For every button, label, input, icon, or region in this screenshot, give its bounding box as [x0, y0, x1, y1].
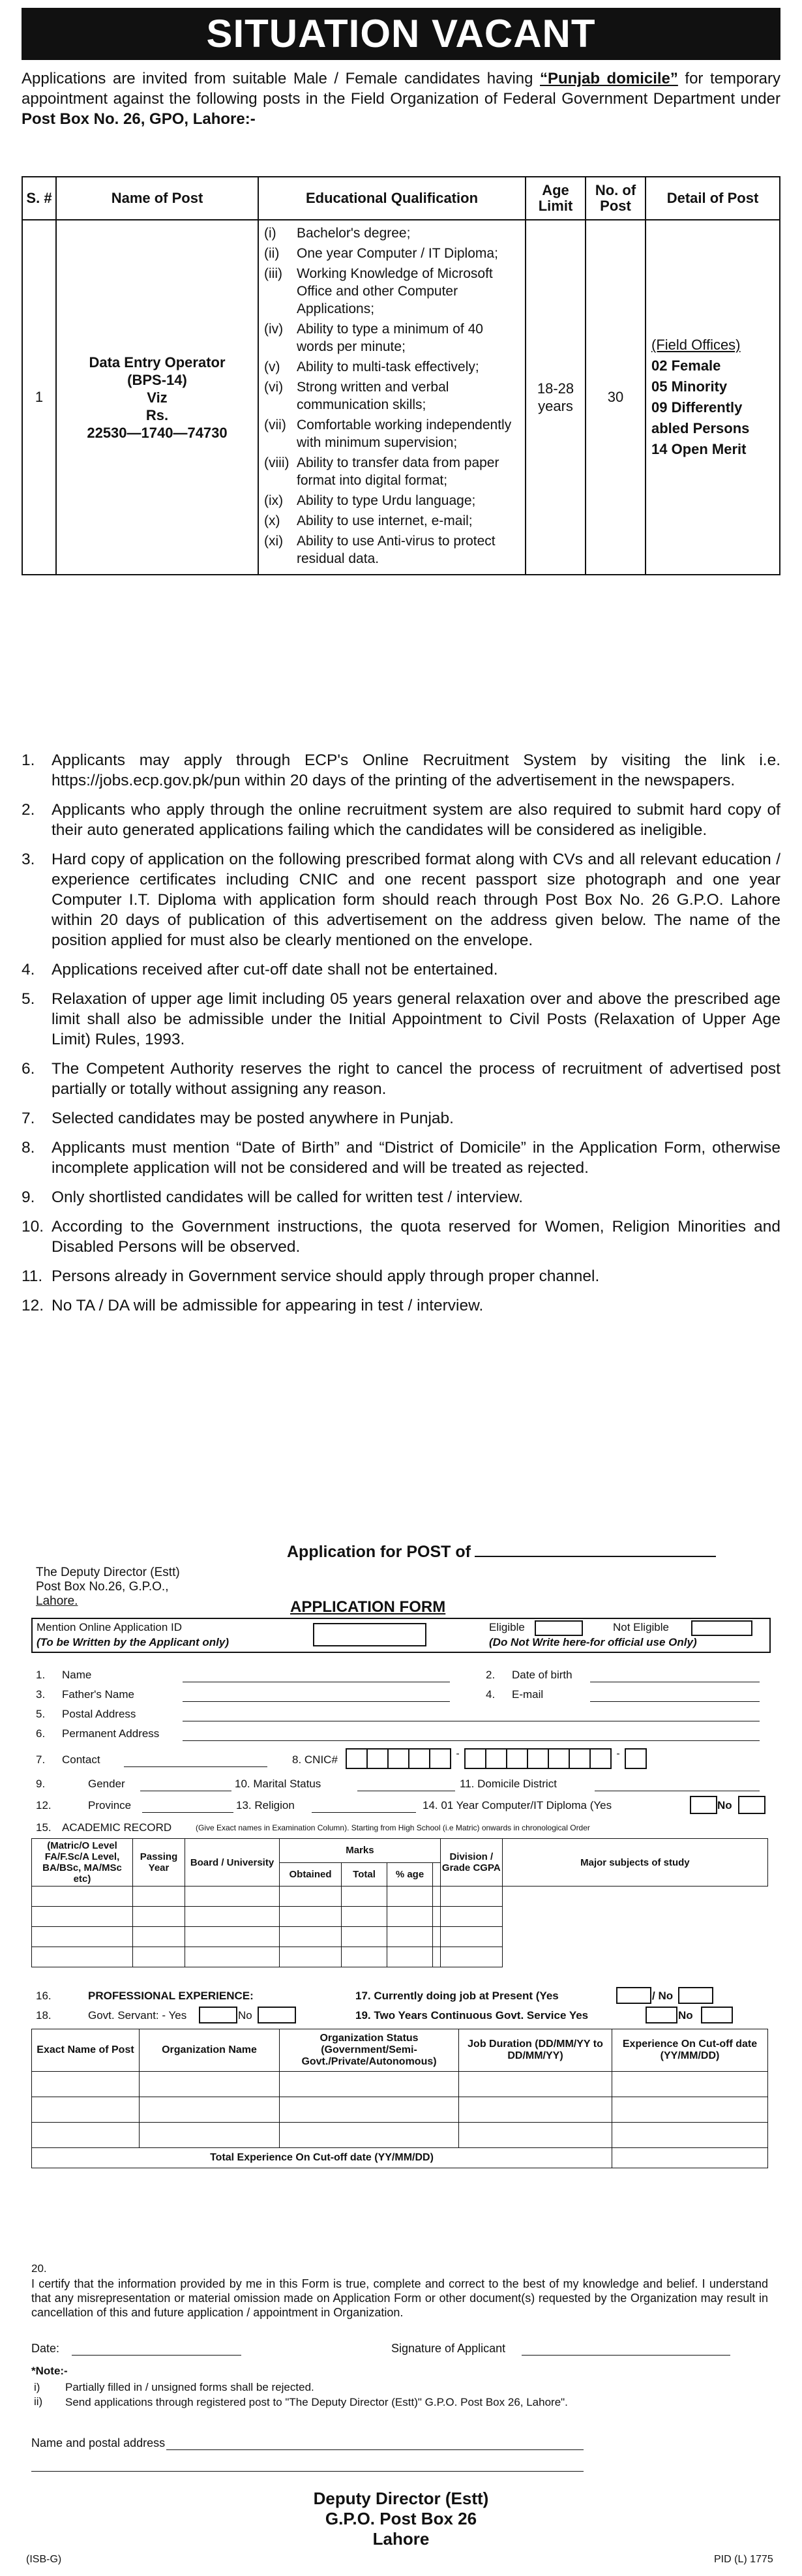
list-item: 4. Applications received after cut-off date shall not be entertained.: [22, 961, 498, 978]
signature-label: Signature of Applicant: [391, 2342, 506, 2355]
note-item: Partially filled in / unsigned forms shall be rejected.: [65, 2381, 314, 2393]
table-row: [22, 220, 780, 575]
diploma-yes-box[interactable]: [690, 1796, 717, 1814]
post-rs: Rs.: [145, 406, 169, 423]
current-job-label: 17. Currently doing job at Present (Yes: [355, 1990, 559, 2002]
govt-servant-yes-box[interactable]: [199, 2007, 237, 2023]
academic-header-total: Total: [342, 1862, 387, 1887]
table-row: [32, 2148, 768, 2168]
intro-text-2: for temporary appointment against the following posts in the Field Organization of Federal Government Department under: [22, 70, 780, 108]
intro-paragraph: [22, 68, 780, 129]
list-item: 12. No TA / DA will be admissible for appearing in test / interview.: [22, 1297, 484, 1314]
footer-code-left: (ISB-G): [26, 2554, 62, 2565]
online-id-note: (To be Written by the Applicant only): [37, 1636, 229, 1648]
govt-service-no-label: No: [678, 2009, 693, 2022]
date-field[interactable]: [72, 2342, 241, 2356]
posts-table-header: [22, 177, 780, 220]
diploma-no-label: No: [717, 1799, 732, 1811]
postal-address-label: Postal Address: [62, 1708, 136, 1720]
govt-service-label: 19. Two Years Continuous Govt. Service Yes: [355, 2009, 589, 2022]
academic-header-year: Passing Year: [133, 1839, 185, 1887]
domicile-field[interactable]: [595, 1778, 760, 1791]
list-item: 1. Applicants may apply through ECP's Online Recruitment System by visiting the link i.e. https://jobs.ecp.gov.pk/pun within 20 days of the printing of the advertisement in the newspapers.: [22, 751, 780, 789]
intro-text-1: Applications are invited from suitable Male / Female candidates having: [22, 70, 540, 87]
current-job-no-label: / No: [652, 1990, 674, 2002]
online-id-input[interactable]: [313, 1623, 426, 1646]
footer-code-right: PID (L) 1775: [714, 2554, 773, 2565]
qualification-item: (ii) One year Computer / IT Diploma;: [264, 246, 498, 261]
academic-header-board: Board / University: [185, 1839, 280, 1887]
header-count: No. of Post: [586, 177, 646, 220]
table-row[interactable]: [32, 2123, 768, 2148]
professional-experience-label: PROFESSIONAL EXPERIENCE:: [88, 1990, 254, 2002]
experience-header-status: Organization Status (Government/Semi-Govt./Private/Autonomous): [280, 2029, 459, 2072]
religion-field[interactable]: [312, 1799, 416, 1813]
govt-servant-no-box[interactable]: [258, 2007, 296, 2023]
father-name-label: Father's Name: [62, 1688, 134, 1701]
note-item: Send applications through registered post to "The Deputy Director (Estt)" G.P.O. Post Box 26, Lahore".: [65, 2396, 568, 2408]
qualification-item: (v) Ability to multi-task effectively;: [264, 359, 479, 374]
govt-servant-label: Govt. Servant: - Yes: [88, 2009, 187, 2022]
academic-header-marks: Marks: [280, 1839, 441, 1863]
father-name-field[interactable]: [183, 1688, 450, 1702]
name-postal-field[interactable]: [166, 2436, 584, 2450]
diploma-no-box[interactable]: [738, 1796, 765, 1814]
header-sno: S. #: [22, 177, 56, 220]
certification-text: I certify that the information provided by me in this Form is true, complete and correct to the best of my knowledge and belief. I understand that any misrepresentation or material omission made on Application Form or other document(s) requested by the Organization may result in cancellation of this and future application / appointment in Organization.: [31, 2277, 768, 2319]
posts-table: [22, 176, 780, 575]
application-post-title: Application for POST of: [287, 1543, 716, 1562]
domicile-label: 11. Domicile District: [460, 1778, 557, 1790]
permanent-address-field[interactable]: [183, 1727, 760, 1741]
list-item: 2. Applicants who apply through the online recruitment system are also required to submit hard copy of their auto generated applications failing which the candidates will be considered as ineligible.: [22, 801, 780, 839]
experience-header-duration: Job Duration (DD/MM/YY to DD/MM/YY): [459, 2029, 612, 2072]
header-age: Age Limit: [526, 177, 586, 220]
online-id-label: Mention Online Application ID: [37, 1621, 183, 1633]
advertisement-page: SITUATION VACANT Applications are invited from suitable Male / Female candidates having “Punjab domicile” for temporary appointment against the following posts in the Field Organization of Federal Government Department under Post Box No. 26, GPO, Lahore:- S. # Name of Post Educational Qualification Age Limit No. of Post Detail of Post 1 Data Entry Operator (BPS-14) Viz Rs. 22530—1740—74730 (i) Bachelor's degree; (ii) One year Computer / IT Diploma; (iii) Working Knowledge of Microsoft Office and other Computer Applications; (iv) Ability to type a minimum of 40 words per minute; (v) Ability to multi-task effectively; (vi) Strong written and verbal communication skills; (vii) Comfortable working independently with minimum supervision; (viii) Ability to transfer data from paper format into digital format; (ix) Ability to type Urdu language; (x) Ability to use internet, e-mail; (xi) Ability to use Anti-virus to protect residual data. 18-28 years 30 (Field Offices) 02 Female 05 Minority 09 Differently abled Persons 14 Open Merit 1. Applicants may apply through ECP's Online Recruitment System by visiting the link i.e. https://jobs.ecp.gov.pk/pun within 20 days of the printing of the advertisement in the newspapers. 2. Applicants who apply through the online recruitment system are also required to submit hard copy of their auto generated applications failing which the candidates will be considered as ineligible. 3. Hard copy of application on the following prescribed format along with CVs and all relevant education / experience certificates including CNIC and one recent passport size photograph and one year Computer I.T. Diploma with application form should reach through Post Box No. 26 G.P.O. Lahore within 20 days of publication of this advertisement on the address given below. The name of the position applied for must also be clearly mentioned on the envelope. 4. Applications received after cut-off date shall not be entertained. 5. Relaxation of upper age limit including 05 years general relaxation over and above the prescribed age limit shall also be admissible under the Initial Appointment to Civil Posts (Relaxation of Upper Age Limit) Rules, 1993. 6. The Competent Authority reserves the right to cancel the process of recruitment of advertised post partially or totally without assigning any reason. 7. Selected candidates may be posted anywhere in Punjab. 8. Applicants must mention “Date of Birth” and “District of Domicile” in the Application Form, otherwise incomplete application will not be considered and will be treated as rejected. 9. Only shortlisted candidates will be called for written test / interview. 10. According to the Government instructions, the quota reserved for Women, Religion Minorities and Disabled Persons will be observed. 11. Persons already in Government service should apply through proper channel. 12. No TA / DA will be admissible for appearing in test / interview. Application for POST of The Deputy Director (Estt) Post Box No.26, G.P.O., Lahore. APPLICATION FORM Mention Online Application ID (To be Written by the Applicant only) Eligible Not Eligible (Do Not Write here-for official use Only) 1. Name 2. Date of birth 3. Father's Name 4. E-mail 5. Postal Address 6. Permanent Address 7. Contact 8. CNIC# - - 9. Gender 10. Marital Status 11. Domicile District 12. Province 13. Religion 14. 01 Year Computer/IT Diploma (Yes No 15. ACADEMIC RECORD (Give Exact names in Examination Column). Starting from High School (i.e Matric) onwards in chronological Order (Matric/O Level FA/F.Sc/A Level, BA/BSc, MA/MSc etc) Passing Year Board / University Marks Division / Grade CGPA Major subjects of study Obtained Total % age 16. PROFESSIONAL EXPERIENCE: 17. Currently doing job at Present (Yes / No 18. Govt. Servant: - Yes No 19. Two Years Continuous Govt. Service Yes No Exact Name of Post Organization Name Organization Status (Government/Semi-Govt./Private/Autonomous) Job Duration (DD/MM/YY to DD/MM/YY) Experience On Cut-off date (YY/MM/DD) Total Experience On Cut-off date (YY/MM/DD) 20. I certify that the information provided by me in this Form is true, complete and correct to the best of my knowledge and belief. I understand that any misrepresentation or material omission made on Application Form or other document(s) requested by the Organization may result in cancellation of this and future application / appointment in Organization. Date: Signature of Applicant *Note:- i) Partially filled in / unsigned forms shall be rejected. ii) Send applications through registered post to "The Deputy Director (Estt)" G.P.O. Post Box 26, Lahore". Name and postal address Deputy Director (Estt) G.P.O. Post Box 26 Lahore (ISB-G) PID (L) 1775: [0, 0, 802, 2576]
address-line: Lahore.: [36, 1594, 78, 1608]
post-scale: 22530—1740—74730: [87, 424, 228, 441]
detail-female: 02 Female: [651, 357, 721, 374]
total-experience-label: Total Experience On Cut-off date (YY/MM/DD): [32, 2148, 612, 2168]
post-bps: (BPS-14): [127, 371, 187, 388]
name-label: Name: [62, 1669, 92, 1681]
not-eligible-box[interactable]: [691, 1620, 752, 1636]
post-name: Data Entry Operator: [89, 354, 226, 371]
academic-note: (Give Exact names in Examination Column). Starting from High School (i.e Matric) onwards in chronological Order: [196, 1823, 590, 1832]
table-row[interactable]: [32, 2097, 768, 2123]
qualification-item: (iii) Working Knowledge of Microsoft Office and other Computer Applications;: [264, 266, 493, 316]
dob-field[interactable]: [590, 1669, 760, 1682]
issuer-signature-block: [238, 2489, 564, 2549]
list-item: 10. According to the Government instructions, the quota reserved for Women, Religion Minorities and Disabled Persons will be observed.: [22, 1218, 780, 1256]
qualification-item: (vi) Strong written and verbal communication skills;: [264, 380, 449, 412]
marital-status-label: 10. Marital Status: [235, 1778, 321, 1790]
religion-label: 13. Religion: [236, 1799, 295, 1811]
detail-disabled: 09 Differently abled Persons: [651, 399, 750, 436]
email-label: E-mail: [512, 1688, 544, 1701]
qualification-item: (xi) Ability to use Anti-virus to protect residual data.: [264, 534, 496, 566]
cell-qualification: [258, 220, 526, 575]
table-row[interactable]: [32, 1887, 768, 1907]
experience-header-post: Exact Name of Post: [32, 2029, 140, 2072]
eligible-box[interactable]: [535, 1620, 583, 1636]
table-row[interactable]: [32, 1927, 768, 1947]
list-item: 8. Applicants must mention “Date of Birth” and “District of Domicile” in the Application Form, otherwise incomplete application will not be considered and will be treated as rejected.: [22, 1139, 780, 1177]
post-viz: Viz: [147, 389, 168, 406]
date-label: Date:: [31, 2342, 60, 2355]
current-job-no-box[interactable]: [678, 1987, 713, 2004]
page-title: SITUATION VACANT: [22, 8, 780, 60]
list-item: 7. Selected candidates may be posted anywhere in Punjab.: [22, 1110, 454, 1127]
cell-sno: 1: [22, 220, 56, 575]
issuer-title: Deputy Director (Estt): [313, 2489, 489, 2508]
govt-service-no-box[interactable]: [701, 2007, 733, 2023]
total-experience-field[interactable]: [612, 2148, 768, 2168]
academic-header-obtained: Obtained: [280, 1862, 342, 1887]
issuer-city: Lahore: [372, 2529, 430, 2549]
intro-domicile: “Punjab domicile”: [540, 70, 678, 87]
issuer-box: G.P.O. Post Box 26: [325, 2509, 477, 2528]
cnic-boxes[interactable]: - -: [346, 1748, 647, 1769]
name-field[interactable]: [183, 1669, 450, 1682]
certification-number: 20.: [31, 2262, 47, 2275]
contact-label: Contact: [62, 1753, 100, 1766]
detail-merit: 14 Open Merit: [651, 441, 747, 457]
experience-header-cutoff: Experience On Cut-off date (YY/MM/DD): [612, 2029, 768, 2072]
list-item: 3. Hard copy of application on the following prescribed format along with CVs and all relevant education / experience certificates including CNIC and one recent passport size photograph and one year Computer I.T. Diploma with application form should reach through Post Box No. 26 G.P.O. Lahore within 20 days of publication of this advertisement on the address given below. The name of the position applied for must also be clearly mentioned on the envelope.: [22, 851, 780, 949]
header-post: Name of Post: [56, 177, 258, 220]
academic-header-exam: (Matric/O Level FA/F.Sc/A Level, BA/BSc, MA/MSc etc): [32, 1839, 133, 1887]
academic-record-label: ACADEMIC RECORD: [62, 1821, 172, 1834]
not-eligible-label: Not Eligible: [613, 1621, 669, 1633]
qualification-item: (vii) Comfortable working independently with minimum supervision;: [264, 417, 512, 450]
table-row[interactable]: [32, 2072, 768, 2097]
gender-label: Gender: [88, 1778, 125, 1790]
cell-count: 30: [586, 220, 646, 575]
qualification-item: (x) Ability to use internet, e-mail;: [264, 513, 473, 528]
list-item: 11. Persons already in Government service should apply through proper channel.: [22, 1267, 600, 1285]
list-item: 5. Relaxation of upper age limit including 05 years general relaxation over and above the prescribed age limit shall also be admissible under the Initial Appointment to Civil Posts (Relaxation of Upper Age Limit) Rules, 1993.: [22, 990, 780, 1048]
cnic-label: 8. CNIC#: [292, 1753, 338, 1766]
address-line: The Deputy Director (Estt): [36, 1566, 180, 1579]
diploma-label: 14. 01 Year Computer/IT Diploma (Yes: [423, 1799, 612, 1811]
marital-status-field[interactable]: [357, 1778, 455, 1791]
application-form-title: APPLICATION FORM: [290, 1598, 446, 1616]
name-postal-field-2[interactable]: [31, 2458, 584, 2472]
province-field[interactable]: [142, 1799, 233, 1813]
header-detail: Detail of Post: [646, 177, 780, 220]
academic-header-division: Division / Grade CGPA: [440, 1839, 502, 1887]
email-field[interactable]: [590, 1688, 760, 1702]
table-row[interactable]: [32, 1907, 768, 1927]
qualification-item: (viii) Ability to transfer data from paper format into digital format;: [264, 455, 499, 488]
cell-detail: [646, 220, 780, 575]
experience-header-org: Organization Name: [140, 2029, 280, 2072]
cell-post: [56, 220, 258, 575]
signature-field[interactable]: [522, 2342, 730, 2356]
detail-minority: 05 Minority: [651, 378, 728, 395]
contact-field[interactable]: [124, 1753, 267, 1767]
govt-service-yes-box[interactable]: [646, 2007, 677, 2023]
instructions-list: [22, 750, 780, 1325]
cell-age: 18-28 years: [526, 220, 586, 575]
post-field[interactable]: [475, 1543, 716, 1557]
qualification-item: (i) Bachelor's degree;: [264, 226, 411, 241]
qualification-item: (iv) Ability to type a minimum of 40 words per minute;: [264, 322, 483, 354]
govt-servant-no-label: No: [238, 2009, 252, 2022]
qualification-item: (ix) Ability to type Urdu language;: [264, 493, 476, 508]
dob-label: Date of birth: [512, 1669, 572, 1681]
experience-table: [31, 2029, 768, 2168]
list-item: 6. The Competent Authority reserves the right to cancel the process of recruitment of advertised post partially or totally without assigning any reason.: [22, 1060, 780, 1098]
province-label: Province: [88, 1799, 132, 1811]
address-line: Post Box No.26, G.P.O.,: [36, 1580, 169, 1594]
list-item: 9. Only shortlisted candidates will be called for written test / interview.: [22, 1189, 524, 1206]
header-qualification: Educational Qualification: [258, 177, 526, 220]
intro-post-box: Post Box No. 26, GPO, Lahore:-: [22, 110, 256, 128]
postal-address-field[interactable]: [183, 1708, 760, 1721]
address-block: [36, 1566, 180, 1609]
current-job-yes-box[interactable]: [616, 1987, 651, 2004]
office-note: (Do Not Write here-for official use Only): [489, 1636, 697, 1648]
table-row[interactable]: [32, 1947, 768, 1967]
academic-table: [31, 1838, 768, 1967]
eligible-label: Eligible: [489, 1621, 525, 1633]
detail-head: (Field Offices): [651, 337, 741, 353]
academic-header-subjects: Major subjects of study: [502, 1839, 767, 1887]
academic-header-percent: % age: [387, 1862, 433, 1887]
note-heading: *Note:-: [31, 2365, 68, 2377]
name-postal-label: Name and postal address: [31, 2436, 166, 2449]
permanent-address-label: Permanent Address: [62, 1727, 160, 1740]
online-id-box: [31, 1618, 771, 1653]
gender-field[interactable]: [140, 1778, 231, 1791]
